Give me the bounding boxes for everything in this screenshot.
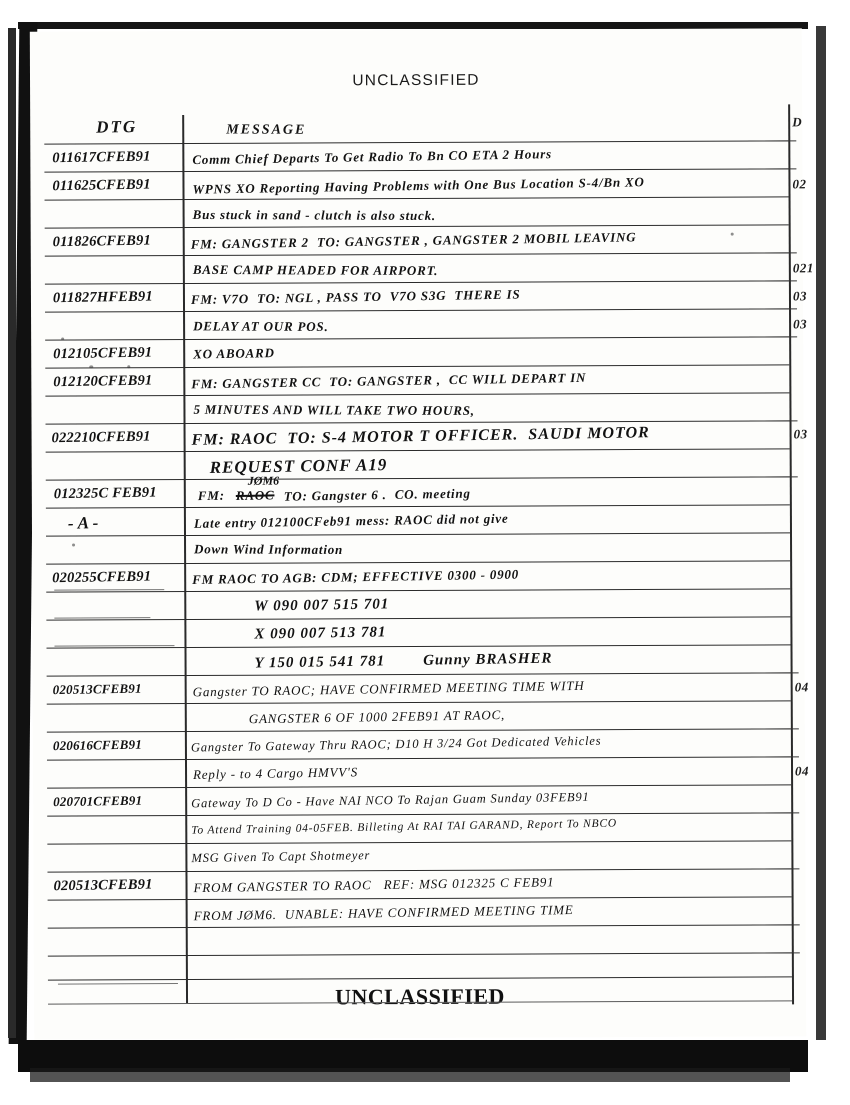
scan-edge-right [816,26,826,1040]
rule-line [46,560,790,564]
margin-stub: 03 [792,288,807,304]
entry-message-line: FM: RAOC TO: S-4 MOTOR T OFFICER. SAUDI MOTOR [191,424,650,449]
margin-rule [749,336,797,337]
entry-message-line: Gangster To Gateway Thru RAOC; D10 H 3/24 Got Dedicated Vehicles [190,733,602,755]
entry-message-line: Late entry 012100CFeb91 mess: RAOC did not give [193,510,509,531]
rule-line [46,504,790,508]
rule-line [44,140,788,144]
entry-message-line: FM: V7O TO: NGL , PASS TO V7O S3G THERE IS [190,286,521,308]
margin-rule [749,252,797,253]
entry-message-line: Gangster TO RAOC; HAVE CONFIRMED MEETING TIME WITH [192,677,585,700]
margin-rule [748,168,796,169]
rule-line [45,196,789,200]
margin-rule [751,672,799,673]
entry-message-line: XO ABOARD [193,345,275,362]
classification-banner-bottom: UNCLASSIFIED [335,983,505,1010]
entry-message-line: GANGSTER 6 OF 1000 2FEB91 AT RAOC, [248,707,506,727]
rule-line [45,252,789,256]
scan-speck [731,233,734,236]
entry-dtg: 020513CFEB91 [52,680,142,698]
scan-edge-bottom-inner [30,1068,790,1082]
entry-message-line: TO: Gangster 6 . CO. meeting [283,485,471,504]
entry-message-line: Bus stuck in sand - clutch is also stuck. [192,206,437,223]
margin-rule [752,952,800,953]
entry-message-line: Gateway To D Co - Have NAI NCO To Rajan Guam Sunday 03FEB91 [191,789,590,811]
margin-stub: 021 [792,260,814,276]
scan-edge-left-inner [8,28,16,1038]
margin-stub: 03 [793,316,808,332]
margin-rule [752,924,800,925]
rule-line [47,868,791,872]
entry-correction-inserted: JØM6 [247,473,280,488]
log-sheet [30,28,814,1039]
rule-line [47,784,791,788]
column-header-message: MESSAGE [226,122,307,138]
rule-line [45,336,789,340]
rule-line [45,224,789,228]
entry-message-line: To Attend Training 04-05FEB. Billeting At RAI TAI GARAND, Report To NBCO [191,817,618,837]
margin-stub: 04 [794,679,809,695]
rule-line [48,952,792,956]
entry-dtg: 020255CFEB91 [52,568,152,587]
entry-message-line: DELAY AT OUR POS. [193,318,329,334]
margin-rule [751,728,799,729]
entry-message-line: W 090 007 515 701 [254,596,390,615]
entry-message-line: FROM JØM6. UNABLE: HAVE CONFIRMED MEETING TIME [193,902,574,924]
rule-line [47,812,791,816]
entry-message-line: Reply - to 4 Cargo HMVV'S [192,764,359,782]
entry-message-line: FM: GANGSTER 2 TO: GANGSTER , GANGSTER 2 MOBIL LEAVING [190,229,637,252]
entry-dtg: 012325C FEB91 [53,484,157,503]
rule-line [47,672,791,676]
classification-banner-top: UNCLASSIFIED [352,71,480,90]
rule-line [47,840,791,844]
entry-message-line: BASE CAMP HEADED FOR AIRPORT. [192,261,439,278]
entry-dtg: 011625CFEB91 [52,176,151,195]
entry-message-prefix: FM: [197,487,229,504]
column-separator [182,115,188,1003]
rule-line [45,308,789,312]
entry-dtg: 020701CFEB91 [53,792,143,810]
entry-dtg: 012120CFEB91 [53,372,153,391]
margin-stub: 04 [795,763,810,779]
entry-message-line: 5 MINUTES AND WILL TAKE TWO HOURS, [193,401,475,418]
rule-line [48,976,792,980]
rule-line [44,168,788,172]
scan-speck [72,543,75,546]
rule-line [46,532,790,536]
entry-dtg: 020616CFEB91 [52,736,143,754]
margin-stub: 02 [792,176,807,192]
rule-line [46,448,790,452]
entry-message-line: Comm Chief Departs To Get Radio To Bn CO ETA 2 Hours [192,146,553,168]
entry-message-line: MSG Given To Capt Shotmeyer [191,848,371,866]
entry-dtg: 022210CFEB91 [51,428,151,447]
entry-dtg: - A - [67,513,99,533]
entry-dtg: 011827HFEB91 [52,288,153,307]
rule-line [45,280,789,284]
entry-message-line: Y 150 015 541 781 Gunny BRASHER [254,650,553,672]
entry-struck-word: RAOC [235,487,275,504]
entry-dtg: 012105CFEB91 [53,344,153,363]
margin-rule [751,756,799,757]
margin-rule [749,308,797,309]
margin-rule [751,812,799,813]
rule-line [47,700,791,704]
entry-message-line: Down Wind Information [194,541,344,557]
margin-rule [751,868,799,869]
scan-speck [89,365,93,368]
rule-line [46,420,790,424]
margin-rule [750,476,798,477]
entry-message-line: FROM GANGSTER TO RAOC REF: MSG 012325 C FEB91 [193,874,555,896]
rule-line [47,756,791,760]
scan-speck [61,338,64,341]
margin-rule [749,280,797,281]
entry-dtg: 020513CFEB91 [53,876,153,895]
entry-dtg: 011617CFEB91 [52,148,151,167]
scan-speck [127,365,130,368]
entry-message-line: X 090 007 513 781 [254,624,387,643]
margin-stub: 03 [793,426,808,442]
rule-line [48,924,792,928]
rule-line [48,896,792,900]
margin-stub: D [792,114,803,130]
column-header-dtg: DTG [96,116,138,137]
rule-line [46,616,790,620]
margin-rule [748,140,796,141]
entry-message-line: FM RAOC TO AGB: CDM; EFFECTIVE 0300 - 0900 [192,566,520,587]
rule-line [45,392,789,396]
rule-line [45,364,789,368]
rule-line [47,728,791,732]
entry-message-line: FM: GANGSTER CC TO: GANGSTER , CC WILL DEPART IN [191,369,587,392]
rule-line [46,476,790,480]
entry-message-line: REQUEST CONF A19 [209,455,388,477]
entry-message-line: WPNS XO Reporting Having Problems with One Bus Location S-4/Bn XO [192,174,645,197]
margin-rule [750,420,798,421]
entry-dtg: 011826CFEB91 [52,232,152,251]
